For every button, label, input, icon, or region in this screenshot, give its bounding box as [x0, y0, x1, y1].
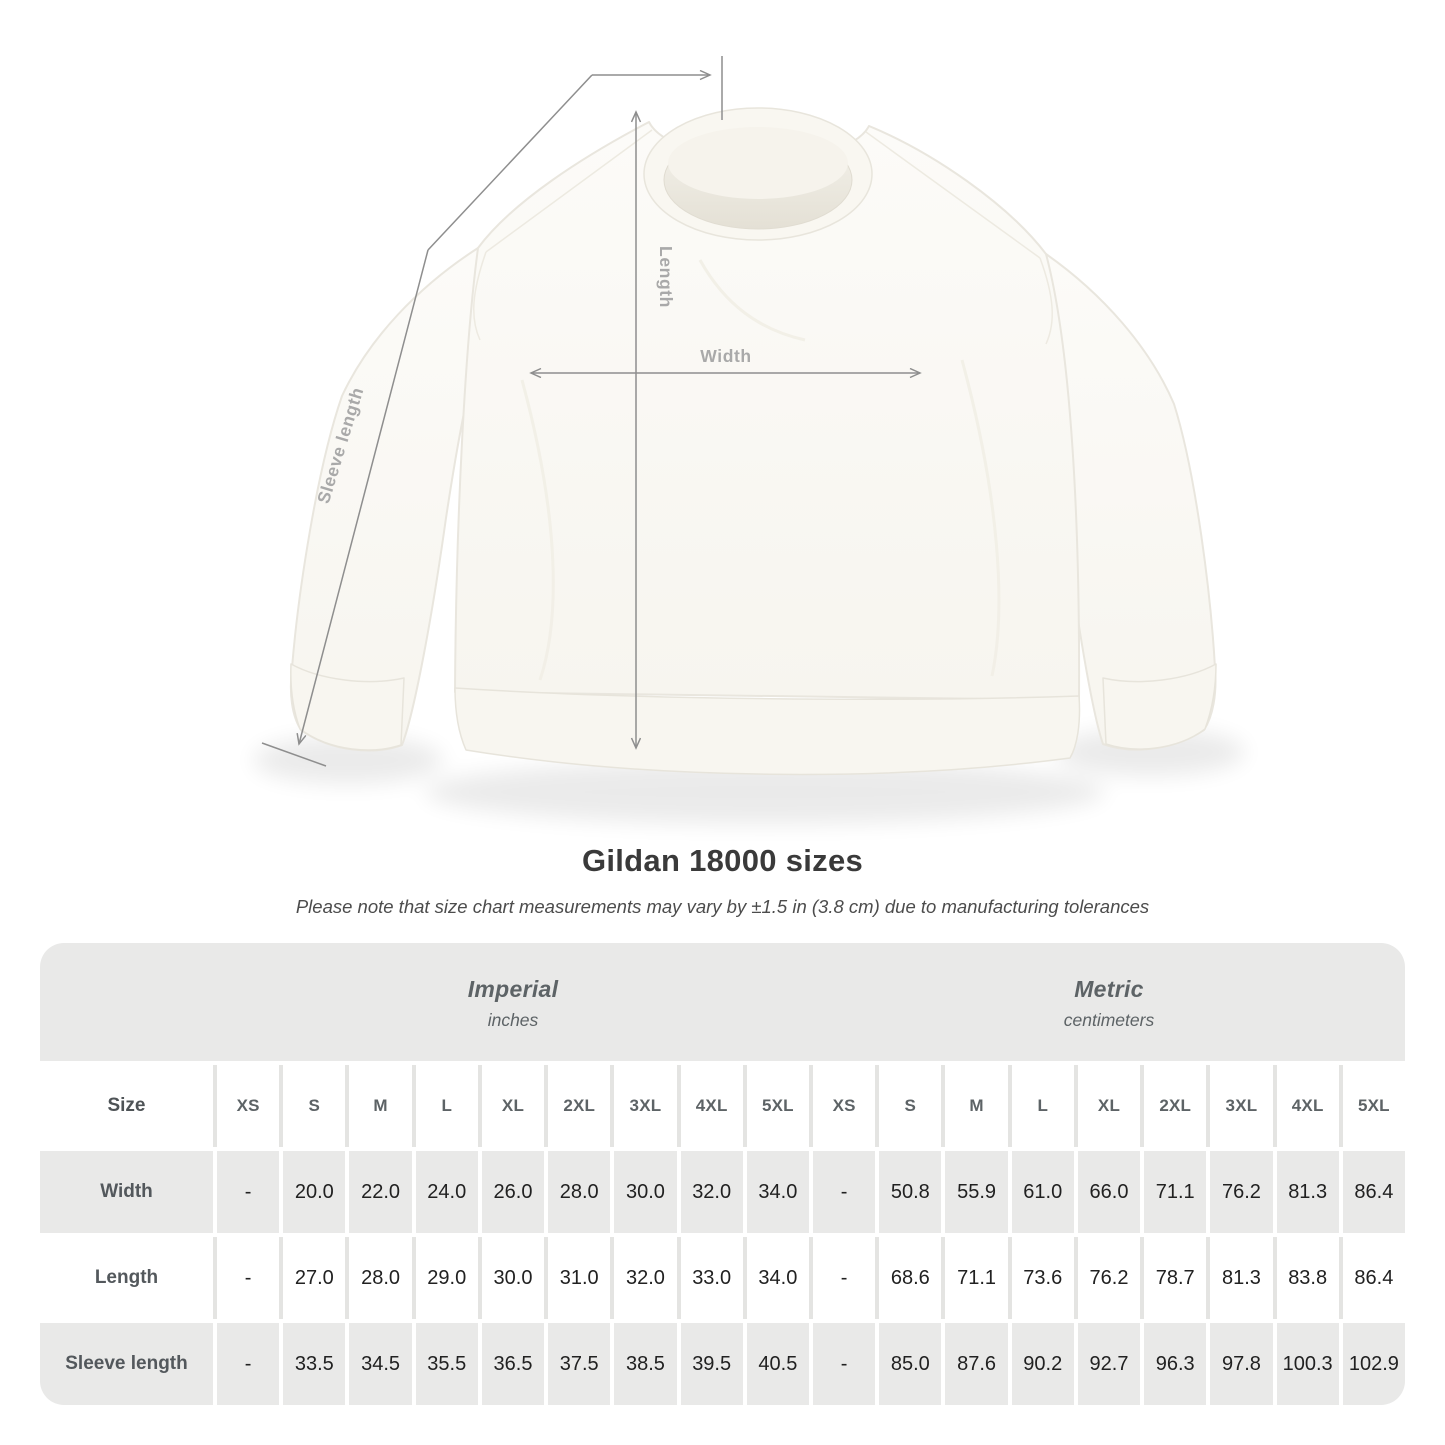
- sleeve-length-measure-label: Sleeve length: [313, 384, 368, 506]
- size-column-header: XL: [482, 1065, 544, 1147]
- size-value-cell: 81.3: [1277, 1151, 1339, 1233]
- size-value-cell: 71.1: [945, 1237, 1007, 1319]
- size-value-cell: 33.0: [681, 1237, 743, 1319]
- measurement-row: [40, 1151, 1405, 1233]
- size-value-cell: 73.6: [1012, 1237, 1074, 1319]
- size-value-cell: 28.0: [349, 1237, 411, 1319]
- size-column-header: L: [416, 1065, 478, 1147]
- size-value-cell: 76.2: [1210, 1151, 1272, 1233]
- size-value-cell: 22.0: [349, 1151, 411, 1233]
- page-title: Gildan 18000 sizes: [581, 843, 864, 878]
- size-value-cell: 100.3: [1277, 1323, 1339, 1405]
- size-value-cell: 86.4: [1343, 1237, 1405, 1319]
- size-column-header: M: [349, 1065, 411, 1147]
- unit-header-band: [40, 943, 1405, 1061]
- size-column-header: S: [879, 1065, 941, 1147]
- size-value-cell: 81.3: [1210, 1237, 1272, 1319]
- size-column-header: 4XL: [681, 1065, 743, 1147]
- size-header-row: [40, 1065, 1405, 1147]
- size-value-cell: 34.0: [747, 1151, 809, 1233]
- row-label: Sleeve length: [40, 1323, 213, 1405]
- size-value-cell: 27.0: [283, 1237, 345, 1319]
- size-value-cell: 96.3: [1144, 1323, 1206, 1405]
- size-value-cell: 38.5: [614, 1323, 676, 1405]
- imperial-group-header: [217, 974, 809, 1031]
- imperial-group-unit: inches: [487, 1009, 539, 1030]
- size-value-cell: 33.5: [283, 1323, 345, 1405]
- size-column-header: L: [1012, 1065, 1074, 1147]
- size-value-cell: 78.7: [1144, 1237, 1206, 1319]
- size-value-cell: 85.0: [879, 1323, 941, 1405]
- metric-group-unit: centimeters: [1063, 1009, 1155, 1030]
- size-value-cell: 66.0: [1078, 1151, 1140, 1233]
- size-column-header: 3XL: [614, 1065, 676, 1147]
- size-value-cell: 26.0: [482, 1151, 544, 1233]
- size-value-cell: 30.0: [482, 1237, 544, 1319]
- size-column-header: 5XL: [747, 1065, 809, 1147]
- size-column-header: S: [283, 1065, 345, 1147]
- size-value-cell: -: [813, 1323, 875, 1405]
- size-value-cell: -: [813, 1237, 875, 1319]
- size-value-cell: 20.0: [283, 1151, 345, 1233]
- length-measure-label: Length: [656, 246, 676, 308]
- size-value-cell: 87.6: [945, 1323, 1007, 1405]
- size-value-cell: -: [217, 1151, 279, 1233]
- imperial-group-name: Imperial: [467, 975, 559, 1002]
- metric-group-name: Metric: [1074, 975, 1144, 1002]
- size-value-cell: 90.2: [1012, 1323, 1074, 1405]
- metric-group-header: [813, 974, 1405, 1031]
- size-value-cell: 50.8: [879, 1151, 941, 1233]
- size-value-cell: 32.0: [681, 1151, 743, 1233]
- size-value-cell: 34.0: [747, 1237, 809, 1319]
- size-value-cell: 39.5: [681, 1323, 743, 1405]
- size-value-cell: 28.0: [548, 1151, 610, 1233]
- size-column-header: M: [945, 1065, 1007, 1147]
- size-column-header: 3XL: [1210, 1065, 1272, 1147]
- size-column-header: 2XL: [1144, 1065, 1206, 1147]
- size-value-cell: -: [217, 1323, 279, 1405]
- size-column-header: 4XL: [1277, 1065, 1339, 1147]
- size-value-cell: 34.5: [349, 1323, 411, 1405]
- size-column-header: 2XL: [548, 1065, 610, 1147]
- size-value-cell: 40.5: [747, 1323, 809, 1405]
- size-value-cell: 29.0: [416, 1237, 478, 1319]
- size-table: [40, 943, 1405, 1405]
- row-label: Width: [40, 1151, 213, 1233]
- size-value-cell: 83.8: [1277, 1237, 1339, 1319]
- size-value-cell: -: [217, 1237, 279, 1319]
- size-value-cell: 97.8: [1210, 1323, 1272, 1405]
- size-value-cell: 37.5: [548, 1323, 610, 1405]
- measurement-row: [40, 1237, 1405, 1319]
- size-value-cell: 30.0: [614, 1151, 676, 1233]
- size-value-cell: 61.0: [1012, 1151, 1074, 1233]
- measurement-row: [40, 1323, 1405, 1405]
- size-value-cell: 92.7: [1078, 1323, 1140, 1405]
- size-value-cell: 36.5: [482, 1323, 544, 1405]
- size-value-cell: 24.0: [416, 1151, 478, 1233]
- size-column-header: 5XL: [1343, 1065, 1405, 1147]
- width-measure-label: Width: [700, 346, 752, 366]
- size-value-cell: 76.2: [1078, 1237, 1140, 1319]
- size-value-cell: -: [813, 1151, 875, 1233]
- size-column-header: XS: [813, 1065, 875, 1147]
- size-header-cell: Size: [40, 1065, 213, 1147]
- sweatshirt-illustration: [291, 108, 1216, 774]
- tolerance-note: Please note that size chart measurements may vary by ±1.5 in (3.8 cm) due to manufacturing tolerances: [295, 896, 1150, 917]
- size-column-header: XL: [1078, 1065, 1140, 1147]
- size-value-cell: 68.6: [879, 1237, 941, 1319]
- size-value-cell: 32.0: [614, 1237, 676, 1319]
- size-value-cell: 102.9: [1343, 1323, 1405, 1405]
- size-value-cell: 31.0: [548, 1237, 610, 1319]
- size-value-cell: 55.9: [945, 1151, 1007, 1233]
- row-label: Length: [40, 1237, 213, 1319]
- size-value-cell: 71.1: [1144, 1151, 1206, 1233]
- size-column-header: XS: [217, 1065, 279, 1147]
- size-value-cell: 86.4: [1343, 1151, 1405, 1233]
- size-value-cell: 35.5: [416, 1323, 478, 1405]
